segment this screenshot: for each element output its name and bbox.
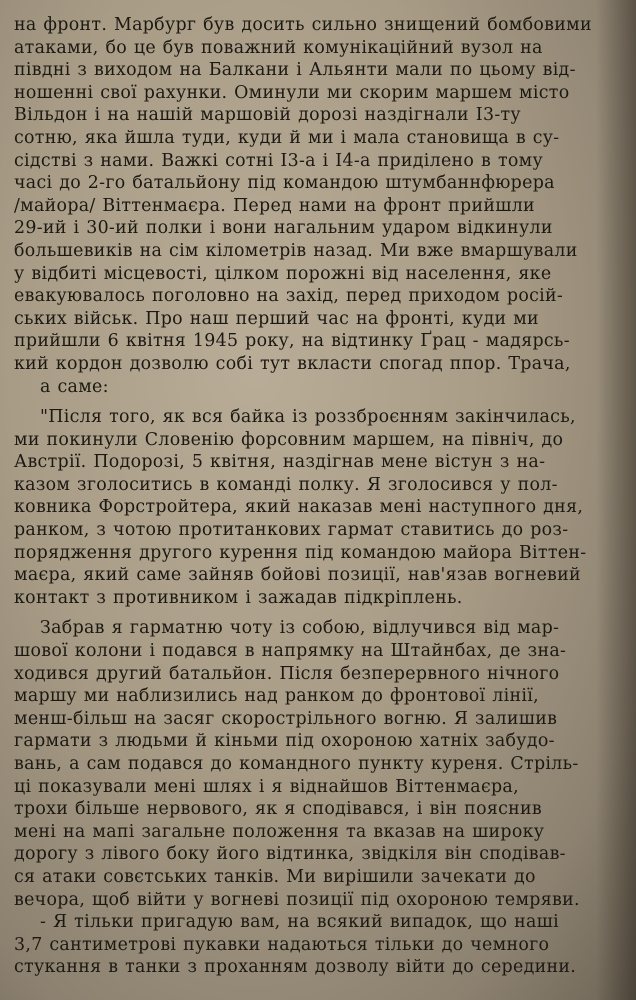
- paragraph-gap: [14, 609, 614, 617]
- text-line: маєра, який саме зайняв бойові позиції, нав'язав вогневий: [14, 565, 581, 586]
- text-line: а саме:: [40, 376, 109, 397]
- text-line: часі до 2-го батальйону під командою штумбаннфюрера: [14, 173, 555, 194]
- text-line: маршу ми наблизились над ранком до фронтової лінії,: [14, 686, 539, 707]
- text-line: - Я тільки пригадую вам, на всякий випадок, що наші: [40, 912, 559, 933]
- text-line: большевиків на сім кілометрів назад. Ми вже вмаршували: [14, 240, 578, 261]
- text-line: шової колони і подався в напрямку на Штайнбах, де зна-: [14, 641, 567, 662]
- text-line: вань, а сам подався до командного пункту куреня. Стріль-: [14, 754, 579, 774]
- text-line: ковника Форстройтера, який наказав мені наступного дня,: [14, 497, 584, 518]
- text-line: на фронт. Марбург був досить сильно знищений бомбовими: [14, 15, 592, 35]
- text-line: ці показували мені шлях і я віднайшов Віттенмаєра,: [14, 776, 519, 797]
- text-line: ранком, з чотою протитанкових гармат ставитись до роз-: [14, 520, 569, 541]
- text-line: у відбиті місцевості, цілком порожні від населення, яке: [14, 263, 552, 284]
- text-line: вечора, щоб війти у вогневі позиції під охороною темряви.: [14, 889, 580, 910]
- text-line: казом зголоситись в команді полку. Я зголосився у пол-: [14, 474, 558, 495]
- text-line: сотню, яка йшла туди, куди й ми і мала становища в су-: [14, 127, 560, 148]
- text-line: "Після того, як вся байка із роззброєнням закінчилась,: [40, 407, 576, 428]
- text-line: менш-більш на засяг скорострільного вогню. Я залишив: [14, 708, 558, 729]
- text-line: ми покинули Словенію форсовним маршем, на північ, до: [14, 429, 564, 450]
- text-line: прийшли 6 квітня 1945 року, на відтинку Ґрац - мадярсь-: [14, 331, 570, 352]
- text-line: трохи більше нервового, як я сподівався, і він пояснив: [14, 799, 543, 820]
- text-line: ношенні свої рахунки. Оминули ми скорим маршем місто: [14, 82, 570, 103]
- text-line: кий кордон дозволю собі тут вкласти спогад ппор. Трача,: [14, 353, 571, 374]
- text-line: ходився другий батальйон. Після безперервного нічного: [14, 663, 560, 684]
- text-line: 29-ий і 30-ий полки і вони нагальним ударом відкинули: [14, 218, 553, 239]
- text-line: /майора/ Віттенмаєра. Перед нами на фронт прийшли: [14, 195, 535, 216]
- text-line: півдні з виходом на Балкани і Альянти мали по цьому від-: [14, 60, 576, 81]
- text-line: порядження другого курення під командою майора Віттен-: [14, 542, 587, 563]
- text-line: стукання в танки з проханням дозволу війти до середини.: [14, 957, 577, 978]
- text-line: мені на мапі загальне положення та вказав на широку: [14, 821, 545, 842]
- text-line: сідстві з нами. Важкі сотні І3-а і І4-а приділено в тому: [14, 150, 543, 171]
- text-line: Вільдон і на нашій маршовій дорозі наздігнали І3-ту: [14, 105, 521, 126]
- text-line: гармати з людьми й кіньми під охороною хатніх забудо-: [14, 731, 555, 752]
- paragraph-gap: [14, 398, 614, 406]
- text-line: контакт з противником і зажадав підкріплень.: [14, 587, 463, 608]
- text-line: ських військ. Про наш перший час на фронті, куди ми: [14, 308, 539, 329]
- text-line: дорогу з лівого боку його відтинка, звідкіля він сподівав-: [14, 844, 566, 865]
- page-text: [14, 14, 614, 979]
- text-line: 3,7 сантиметрові пукавки надаються тільки до чемного: [14, 934, 550, 955]
- text-line: Забрав я гарматню чоту із собою, відлучився від мар-: [40, 618, 560, 639]
- text-line: атаками, бо це був поважний комунікаційний вузол на: [14, 37, 543, 58]
- text-line: ся атаки совєтських танків. Ми вирішили зачекати до: [14, 866, 536, 887]
- text-line: евакуювалось поголовно на захід, перед приходом росій-: [14, 286, 564, 307]
- text-line: Австрії. Подорозі, 5 квітня, наздігнав мене вістун з на-: [14, 452, 546, 473]
